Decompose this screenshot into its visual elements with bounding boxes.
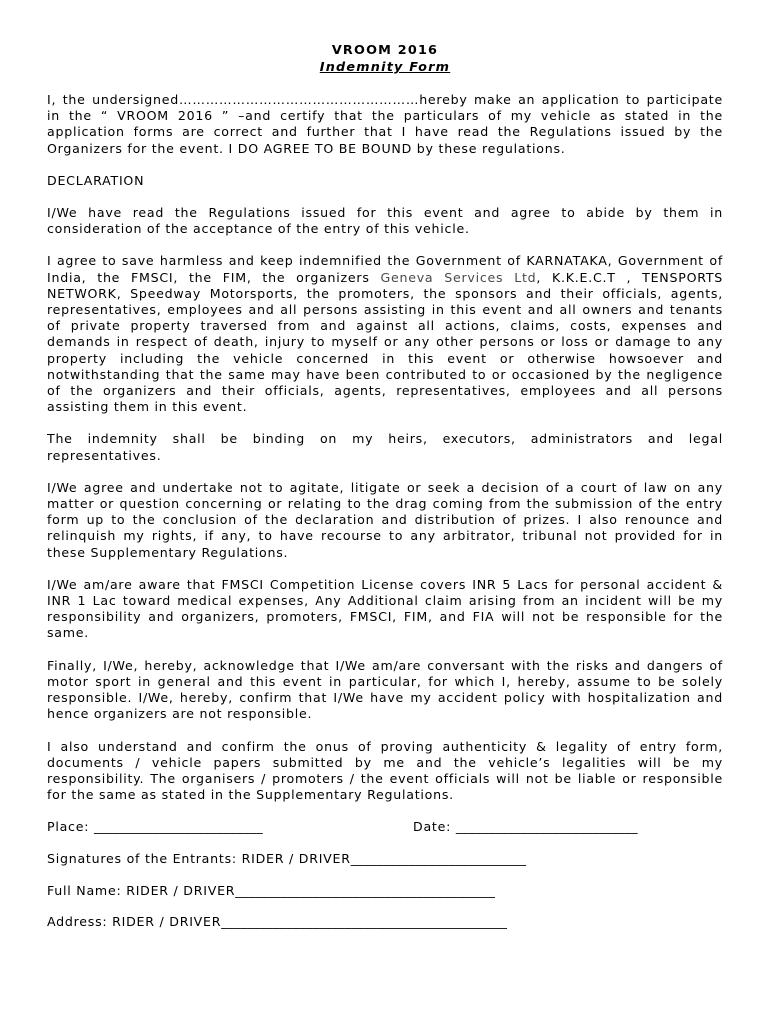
place-label: Place: [47, 819, 94, 835]
intro-suffix: hereby make an application to participate in the “ VROOM 2016 ” –and certify that the particulars of my vehicle as stated in the application forms are correct and further that I have read the Regulations issued by the Organizers for the event. I DO AGREE TO BE BOUND by these regulations. [47, 92, 723, 156]
document-title: VROOM 2016 [331, 43, 439, 58]
date-label: Date: [413, 819, 456, 835]
signature-field[interactable]: ___________________________ [350, 851, 527, 867]
harmless-text-after: , K.K.E.C.T , TENSPORTS NETWORK, Speedway Motorsports, the promoters, the sponsors and their officials, agents, representatives, employees and all persons assisting in this event and all owners and tenants of private property traversed from and against all actions, claims, costs, expenses and demands in respect of death, injury to myself or any other persons or loss or damage to any property including the vehicle concerned in this event or otherwise howsoever and notwithstanding that the same may have been contributed to or occasioned by the negligence of the organizers and their officials, agents, representatives, employees and all persons assisting them in this event. [47, 269, 723, 415]
place-date-row [47, 819, 723, 835]
declaration-heading: DECLARATION [47, 172, 145, 188]
agitate-paragraph: I/We agree and undertake not to agitate, litigate or seek a decision of a court of law on any matter or question concerning or relating to the drag coming from the submission of the entry form up to the conclusion of the declaration and distribution of prizes. I also renounce and relinquish my rights, if any, to have recourse to any arbitrator, tribunal not provided for in these Supplementary Regulations. [47, 479, 723, 560]
organizer-name: Geneva Services Ltd [380, 269, 537, 285]
address-label: Address: RIDER / DRIVER [47, 914, 222, 930]
address-field[interactable]: ____________________________________________ [221, 914, 508, 930]
indemnity-document [47, 42, 723, 946]
abide-paragraph: I/We have read the Regulations issued for this event and agree to abide by them in consideration of the acceptance of the entry of this vehicle. [47, 205, 723, 237]
fullname-label: Full Name: RIDER / DRIVER [47, 882, 236, 898]
signature-label: Signatures of the Entrants: RIDER / DRIVER [47, 851, 351, 867]
onus-paragraph: I also understand and confirm the onus of proving authenticity & legality of entry form, documents / vehicle papers submitted by me and the vehicle’s legalities will be my responsibility. The organisers / promoters / the event officials will not be liable or responsible for the same as stated in the Supplementary Regulations. [47, 738, 723, 803]
license-paragraph: I/We am/are aware that FMSCI Competition License covers INR 5 Lacs for personal accident & INR 1 Lac toward medical expenses, Any Additional claim arising from an incident will be my responsibility and organizers, promoters, FMSCI, FIM, and FIA will not be responsible for the same. [47, 576, 723, 641]
fullname-row [47, 883, 723, 899]
harmless-paragraph [47, 253, 723, 415]
date-field[interactable]: ____________________________ [455, 819, 638, 835]
document-subtitle: Indemnity Form [319, 60, 451, 75]
place-field[interactable]: __________________________ [93, 819, 263, 835]
binding-paragraph: The indemnity shall be binding on my heirs, executors, administrators and legal representatives. [47, 431, 723, 463]
undersigned-name-blank[interactable]: ……………………………………………… [179, 92, 420, 107]
address-row [47, 914, 723, 930]
intro-prefix: I, the undersigned [47, 92, 180, 107]
finally-paragraph: Finally, I/We, hereby, acknowledge that I/We am/are conversant with the risks and dangers of motor sport in general and this event in particular, for which I, hereby, assume to be solely responsible. I/We, hereby, confirm that I/We have my accident policy with hospitalization and hence organizers are not responsible. [47, 657, 723, 722]
place-group [47, 819, 413, 835]
intro-paragraph [47, 92, 723, 157]
signature-row [47, 851, 723, 867]
date-group [413, 819, 638, 835]
harmless-text-before: I agree to save harmless and keep indemnified the Government of KARNATAKA, Government of India, the FMSCI, the FIM, the organizers [47, 253, 723, 285]
fullname-field[interactable]: ________________________________________ [235, 882, 496, 898]
